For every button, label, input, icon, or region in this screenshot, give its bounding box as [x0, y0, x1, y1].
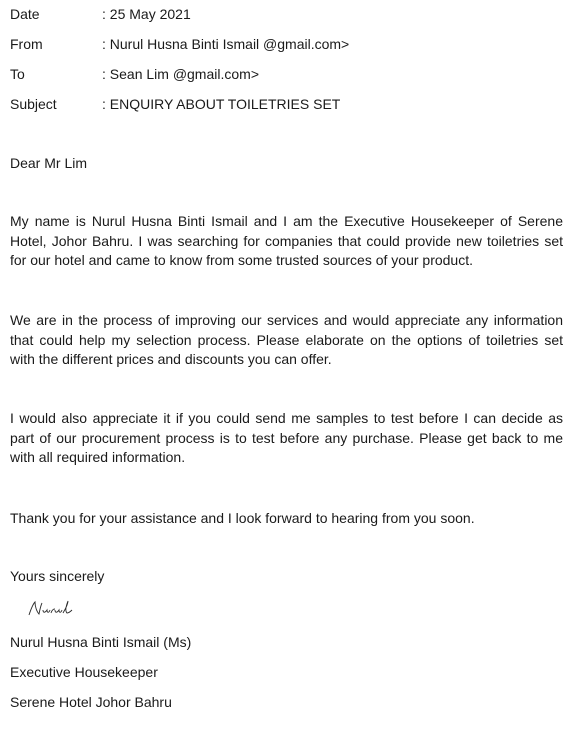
- subject-label: Subject: [10, 96, 57, 112]
- paragraph-intro: My name is Nurul Husna Binti Ismail and I am the Executive Housekeeper of Serene Hotel, Johor Bahru. I was searching for companies that could provide new toiletries set for our hotel and came to know from some trusted sources of your product.: [10, 213, 563, 268]
- paragraph-thanks: Thank you for your assistance and I look forward to hearing from you soon.: [10, 510, 475, 526]
- paragraph-samples: I would also appreciate it if you could send me samples to test before I can decide as part of our procurement process is to test before any purchase. Please get back to me with all required information.: [10, 410, 563, 465]
- closing: Yours sincerely: [10, 568, 105, 584]
- signer-organization: Serene Hotel Johor Bahru: [10, 694, 172, 710]
- to-label: To: [10, 66, 25, 82]
- subject-row: [10, 94, 340, 114]
- signer-title: Executive Housekeeper: [10, 664, 158, 680]
- subject-value: : ENQUIRY ABOUT TOILETRIES SET: [102, 96, 341, 112]
- paragraph-request: We are in the process of improving our services and would appreciate any information that could help my selection process. Please elaborate on the options of toiletries set with the different prices and discounts you can offer.: [10, 312, 563, 367]
- to-value: : Sean Lim @gmail.com>: [102, 66, 259, 82]
- to-row: [10, 64, 259, 84]
- salutation: Dear Mr Lim: [10, 155, 88, 171]
- date-row: [10, 4, 191, 24]
- signer-name: Nurul Husna Binti Ismail (Ms): [10, 634, 192, 650]
- handwritten-signature: [26, 598, 86, 620]
- date-value: : 25 May 2021: [102, 6, 191, 22]
- from-value: : Nurul Husna Binti Ismail @gmail.com>: [102, 36, 350, 52]
- from-row: [10, 34, 349, 54]
- from-label: From: [10, 36, 43, 52]
- date-label: Date: [10, 6, 40, 22]
